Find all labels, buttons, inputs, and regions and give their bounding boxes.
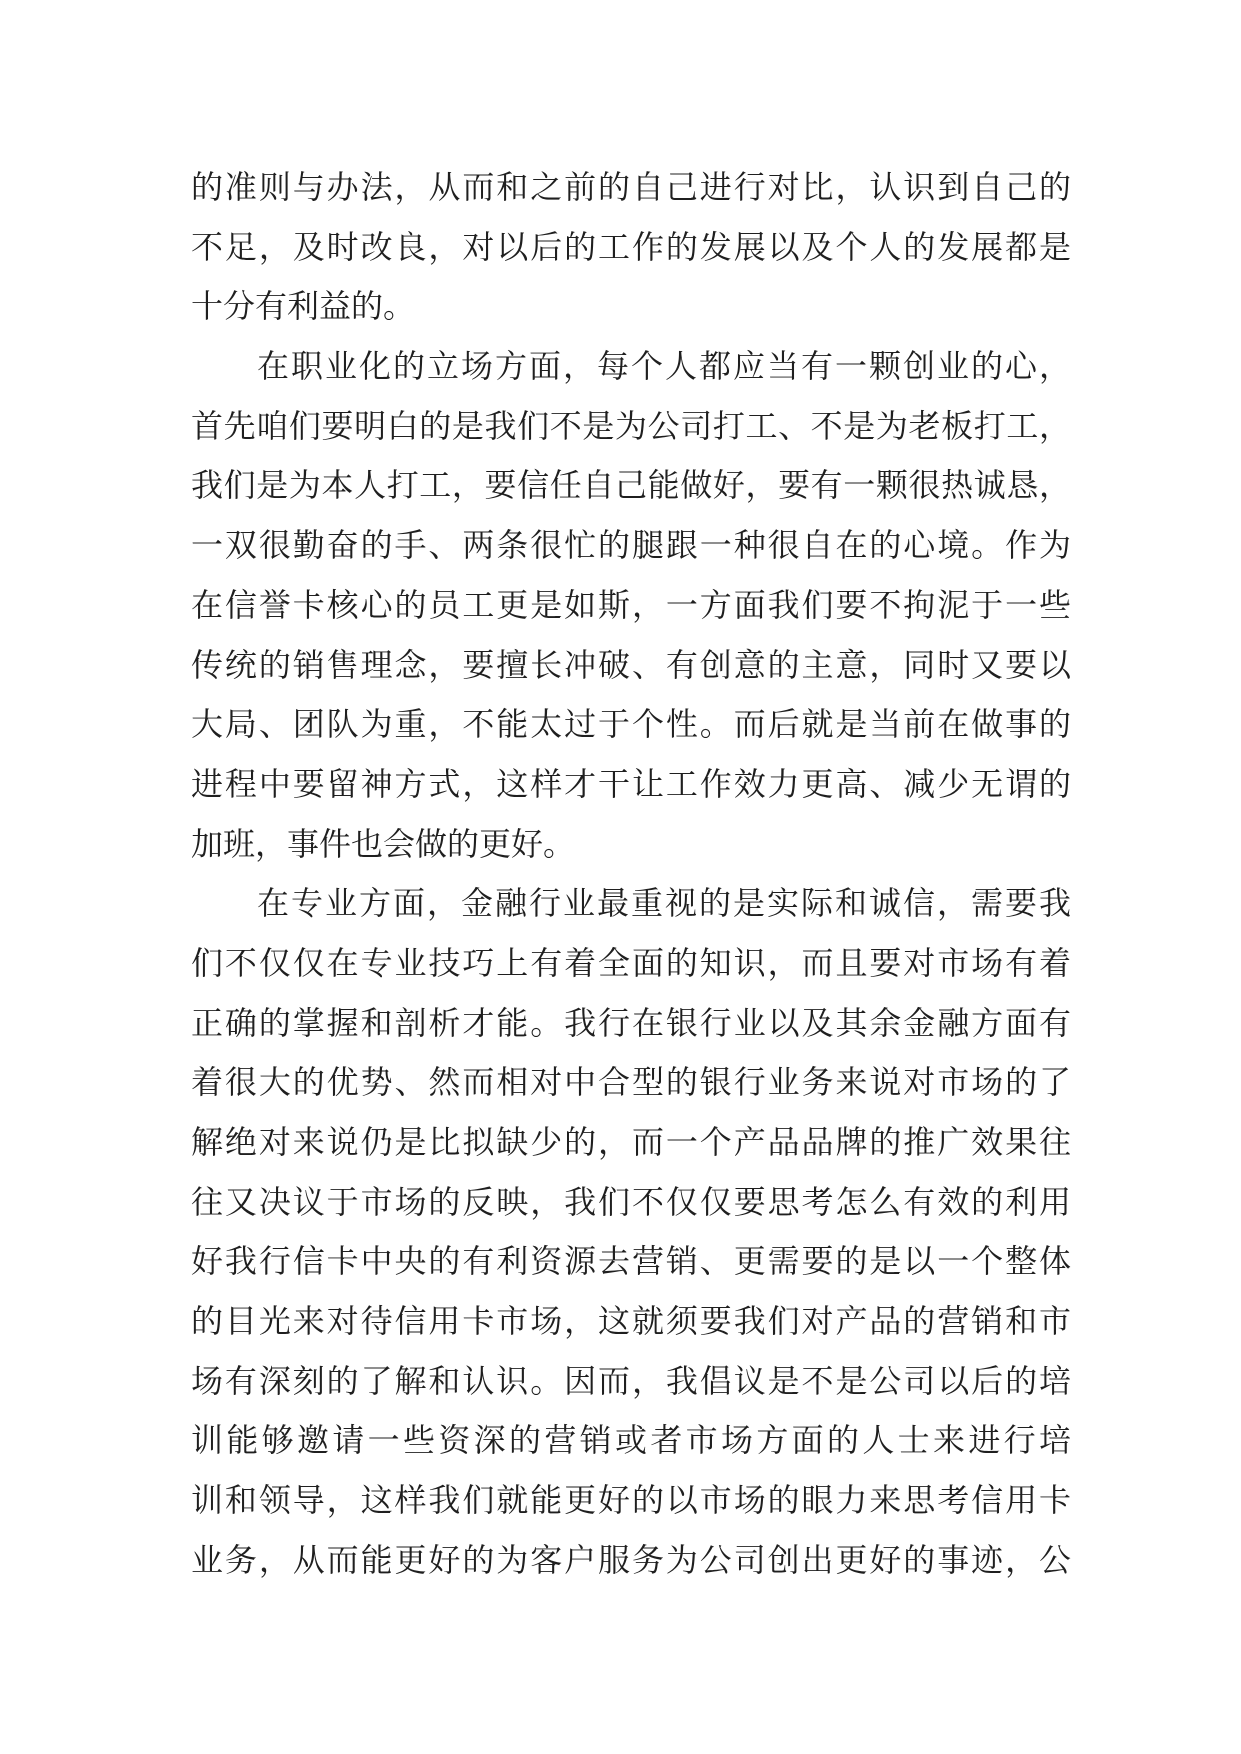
text-line: 的目光来对待信用卡市场，这就须要我们对产品的营销和市 (191, 1302, 1071, 1341)
text-line: 训和领导，这样我们就能更好的以市场的眼力来思考信用卡 (191, 1481, 1071, 1520)
text-line: 进程中要留神方式，这样才干让工作效力更高、减少无谓的 (191, 764, 1071, 803)
text-line: 我们是为本人打工，要信任自己能做好，要有一颗很热诚恳， (191, 466, 1071, 505)
text-line: 往又决议于市场的反映，我们不仅仅要思考怎么有效的利用 (191, 1182, 1071, 1221)
text-line: 在专业方面，金融行业最重视的是实际和诚信，需要我 (257, 884, 1071, 923)
text-line: 在信誉卡核心的员工更是如斯，一方面我们要不拘泥于一些 (191, 585, 1071, 624)
text-line: 好我行信卡中央的有利资源去营销、更需要的是以一个整体 (191, 1242, 1071, 1281)
text-line: 正确的掌握和剖析才能。我行在银行业以及其余金融方面有 (191, 1003, 1071, 1042)
text-line: 加班，事件也会做的更好。 (191, 824, 576, 863)
text-line: 业务，从而能更好的为客户服务为公司创出更好的事迹，公 (191, 1540, 1071, 1579)
text-line: 十分有利益的。 (191, 287, 416, 326)
text-line: 首先咱们要明白的是我们不是为公司打工、不是为老板打工， (191, 406, 1071, 445)
text-line: 在职业化的立场方面，每个人都应当有一颗创业的心， (257, 347, 1071, 386)
text-line: 传统的销售理念，要擅长冲破、有创意的主意，同时又要以 (191, 645, 1071, 684)
text-line: 的准则与办法，从而和之前的自己进行对比，认识到自己的 (191, 168, 1071, 206)
text-line: 不足，及时改良，对以后的工作的发展以及个人的发展都是 (191, 227, 1071, 266)
paragraph-2 (191, 337, 1071, 874)
text-line: 解绝对来说仍是比拟缺少的，而一个产品品牌的推广效果往 (191, 1123, 1071, 1161)
text-line: 们不仅仅在专业技巧上有着全面的知识，而且要对市场有着 (191, 943, 1071, 982)
text-line: 训能够邀请一些资深的营销或者市场方面的人士来进行培 (191, 1421, 1071, 1460)
body-text (191, 158, 1071, 1591)
text-line: 大局、团队为重，不能太过于个性。而后就是当前在做事的 (191, 705, 1071, 744)
paragraph-1 (191, 158, 1071, 337)
text-line: 场有深刻的了解和认识。因而，我倡议是不是公司以后的培 (191, 1361, 1071, 1400)
text-line: 一双很勤奋的手、两条很忙的腿跟一种很自在的心境。作为 (191, 526, 1071, 565)
text-line: 着很大的优势、然而相对中合型的银行业务来说对市场的了 (191, 1063, 1071, 1102)
paragraph-3 (191, 874, 1071, 1590)
